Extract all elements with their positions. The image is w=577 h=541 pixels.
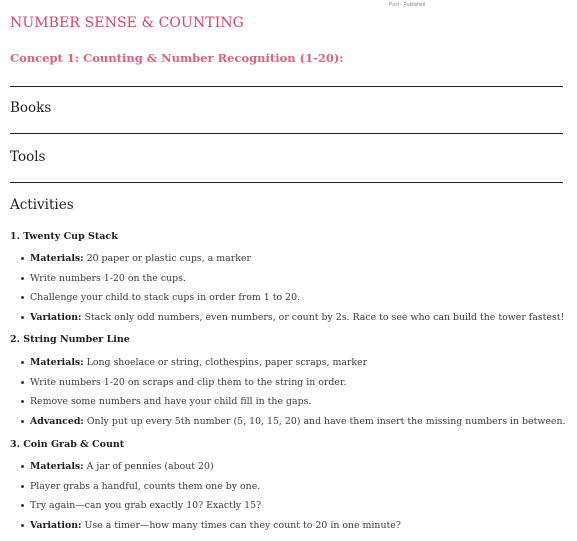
list-item xyxy=(0,457,401,477)
item-text: Use a timer—how many times can they count to 20 in one minute? xyxy=(81,519,401,531)
list-item xyxy=(0,496,401,516)
item-label: Materials: xyxy=(30,253,84,264)
list-item xyxy=(0,269,564,289)
post-status: Post - Published xyxy=(389,2,426,8)
item-text: Remove some numbers and have your child fill in the gaps. xyxy=(30,396,312,408)
bullet-icon xyxy=(21,504,24,507)
activities-heading: Activities xyxy=(10,197,74,213)
item-text: Write numbers 1-20 on scraps and clip them to the string in order. xyxy=(30,376,347,388)
list-item xyxy=(0,412,565,432)
activity-3-heading: 3. Coin Grab & Count xyxy=(10,439,125,450)
tools-heading: Tools xyxy=(10,149,46,165)
activity-1-heading: 1. Twenty Cup Stack xyxy=(10,231,118,242)
list-item xyxy=(0,308,564,328)
bullet-icon xyxy=(21,524,24,527)
bullet-icon xyxy=(21,316,24,319)
item-text: 20 paper or plastic cups, a marker xyxy=(83,253,251,264)
divider xyxy=(10,86,563,87)
item-label: Advanced: xyxy=(30,415,84,427)
bullet-icon xyxy=(21,277,24,280)
concept-heading: Concept 1: Counting & Number Recognition (1-20): xyxy=(10,51,344,65)
bullet-icon xyxy=(21,400,24,403)
list-item xyxy=(0,249,564,269)
page-title: NUMBER SENSE & COUNTING xyxy=(10,15,244,31)
bullet-icon xyxy=(21,257,24,260)
activity-3-list xyxy=(0,457,401,535)
item-text: A jar of pennies (about 20) xyxy=(83,461,214,472)
item-label: Materials: xyxy=(30,461,84,472)
item-label: Variation: xyxy=(30,519,82,531)
list-item xyxy=(0,392,565,412)
item-label: Materials: xyxy=(30,357,84,368)
item-text: Stack only odd numbers, even numbers, or count by 2s. Race to see who can build the tower fastest! xyxy=(81,311,565,323)
list-item xyxy=(0,353,565,373)
activity-2-heading: 2. String Number Line xyxy=(10,334,130,345)
bullet-icon xyxy=(21,381,24,384)
bullet-icon xyxy=(21,465,24,468)
item-text: Write numbers 1-20 on the cups. xyxy=(30,272,186,284)
list-item xyxy=(0,516,401,536)
divider xyxy=(10,182,563,183)
list-item xyxy=(0,373,565,393)
list-item xyxy=(0,288,564,308)
books-heading: Books xyxy=(10,100,52,116)
activity-1-list xyxy=(0,249,564,327)
item-text: Player grabs a handful, counts them one by one. xyxy=(30,480,261,492)
item-text: Only put up every 5th number (5, 10, 15, 20) and have them insert the missing numbers in between. xyxy=(83,415,566,427)
bullet-icon xyxy=(21,420,24,423)
item-text: Challenge your child to stack cups in order from 1 to 20. xyxy=(30,292,301,304)
activity-2-list xyxy=(0,353,565,431)
divider xyxy=(10,133,563,134)
bullet-icon xyxy=(21,485,24,488)
item-label: Variation: xyxy=(30,311,82,323)
item-text: Long shoelace or string, clothespins, paper scraps, marker xyxy=(83,357,368,368)
bullet-icon xyxy=(21,296,24,299)
bullet-icon xyxy=(21,361,24,364)
list-item xyxy=(0,477,401,497)
item-text: Try again—can you grab exactly 10? Exactly 15? xyxy=(30,500,262,512)
